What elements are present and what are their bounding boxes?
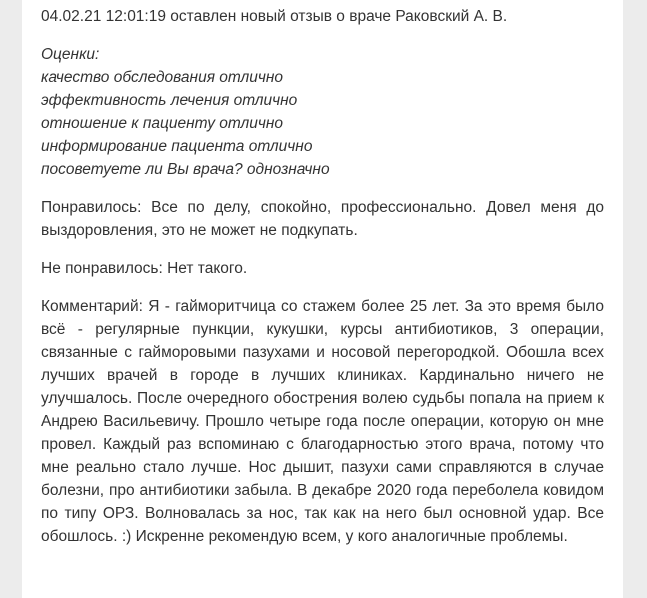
rating-item: качество обследования отлично: [41, 69, 284, 86]
review-card: [22, 0, 623, 598]
review-header: 04.02.21 12:01:19 оставлен новый отзыв о враче Раковский А. В.: [41, 8, 508, 25]
liked-text: Понравилось: Все по делу, спокойно, профессионально. Довел меня до выздоровления, это не может не подкупать.: [41, 199, 604, 239]
rating-item: отношение к пациенту отлично: [41, 115, 284, 132]
ratings-block: [41, 43, 604, 181]
rating-item: эффективность лечения отлично: [41, 92, 298, 109]
disliked-text: Не понравилось: Нет такого.: [41, 260, 248, 277]
rating-item: информирование пациента отлично: [41, 138, 313, 155]
ratings-title: Оценки:: [41, 46, 100, 63]
rating-item: посоветуете ли Вы врача? однозначно: [41, 161, 330, 178]
comment-text: Комментарий: Я - гайморитчица со стажем более 25 лет. За это время было всё - регулярные пункции, кукушки, курсы антибиотиков, 3 операции, связанные с гайморовыми пазухами и носовой перегородкой. Обошла всех лучших врачей в городе в лучших клиниках. Кардинально ничего не улучшалось. После очередного обострения волею судьбы попала на прием к Андрею Васильевичу. Прошло четыре года после операции, которую он мне провел. Каждый раз вспоминаю с благодарностью этого врача, потому что мне реально стало лучше. Нос дышит, пазухи сами справляются в случае болезни, про антибиотики забыла. В декабре 2020 года переболела ковидом по типу ОРЗ. Волновалась за нос, так как на него был основной удар. Все обошлось. :) Искренне рекомендую всем, у кого аналогичные проблемы.: [41, 298, 604, 545]
